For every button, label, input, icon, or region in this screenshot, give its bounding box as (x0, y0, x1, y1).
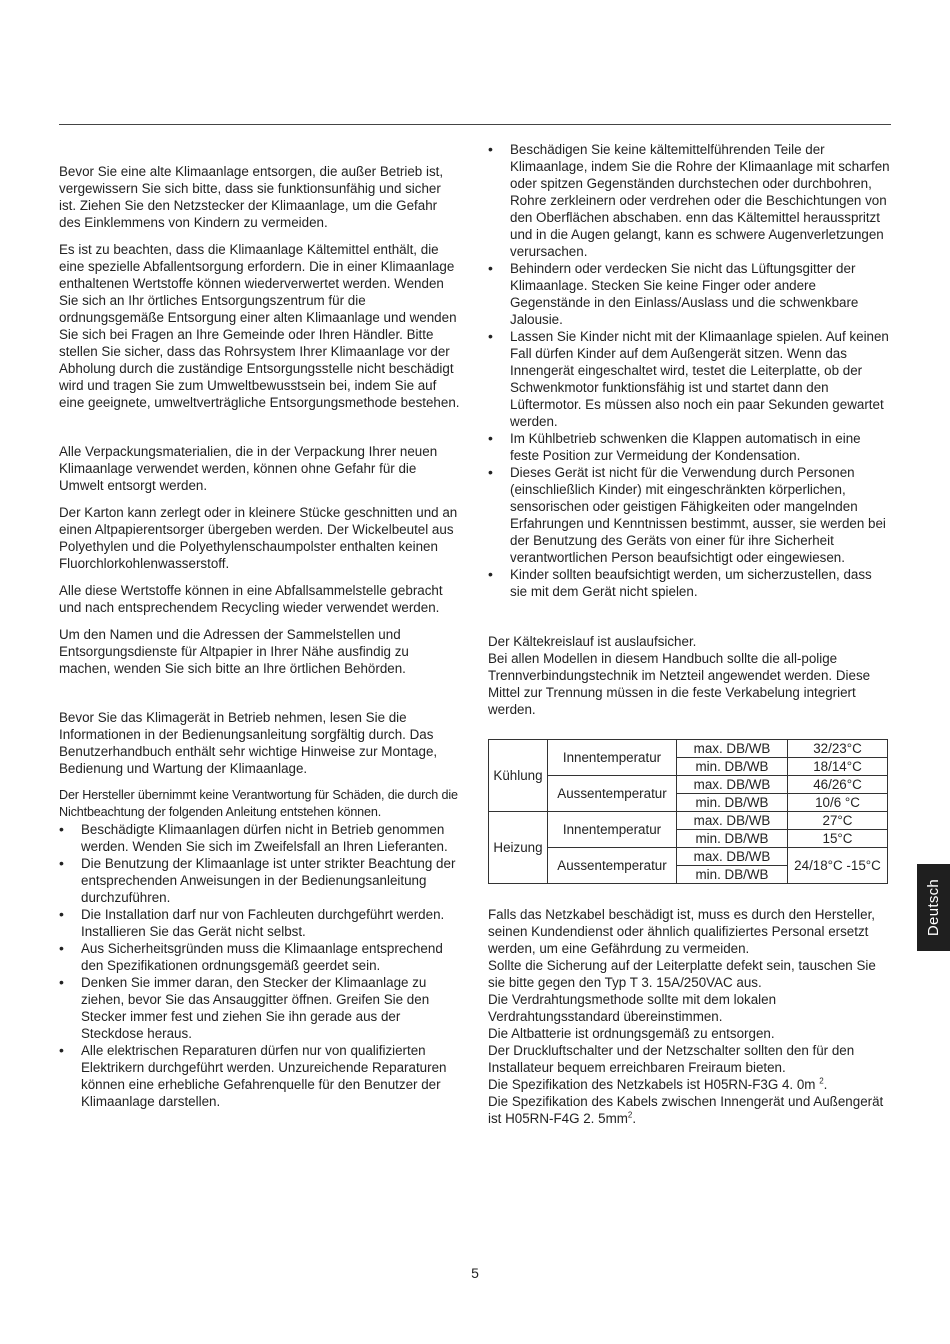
table-cell: 46/26°C (788, 776, 888, 794)
note-line: Falls das Netzkabel beschädigt ist, muss es durch den Hersteller, seinen Kundendienst oder ähnlich qualifiziertes Personal ersetzt werden, um eine Gefährdung zu vermeiden. (488, 907, 876, 956)
table-cell: max. DB/WB (677, 776, 788, 794)
list-item: • Denken Sie immer daran, den Stecker der Klimaanlage zu ziehen, bevor Sie das Ansauggitter öffnen. Greifen Sie den Stecker immer fest und ziehen Sie ihn gerade aus der Steckdose heraus. (59, 974, 461, 1042)
language-tab-label: Deutsch (925, 878, 943, 937)
note-line: Die Verdrahtungsmethode sollte mit dem lokalen Verdrahtungsstandard übereinstimmen. (488, 992, 777, 1024)
table-cell: 18/14°C (788, 758, 888, 776)
table-cell: Aussentemperatur (548, 776, 677, 812)
disposal-old-paragraph: Bevor Sie eine alte Klimaanlage entsorgen, die außer Betrieb ist, vergewissern Sie sich bitte, dass sie funktionsunfähig und sicher ist. Ziehen Sie den Netzstecker der Klimaanlage, um die Gefahr des Einklemmens von Kindern zu vermeiden. (59, 164, 444, 230)
note-line: Der Druckluftschalter und der Netzschalter sollten den für den Installateur bequem erreichbaren Freiraum bieten. (488, 1043, 855, 1075)
right-column (488, 141, 892, 1127)
left-column (59, 163, 461, 1110)
table-cell: Innentemperatur (548, 740, 677, 776)
safety-list-right (488, 141, 892, 600)
connecting-cable-spec: Die Spezifikation des Kabels zwischen Innengerät und Außengerät ist H05RN-F4G 2. $5mm^2$. (488, 1094, 884, 1126)
table-cell: 27°C (788, 812, 888, 830)
list-item: • Dieses Gerät ist nicht für die Verwendung durch Personen (einschließlich Kinder) mit eingeschränkten körperlichen, sensorischen oder geistigen Fähigkeiten oder mangelnden Erfahrungen und Kenntnissen bestimmt, ausser, sie werden bei der Benutzung des Geräts von einer für ihre Sicherheit verantwortlichen Person beaufsichtigt oder eingewiesen. (488, 464, 892, 566)
table-cell: max. DB/WB (677, 812, 788, 830)
table-cell: max. DB/WB (677, 740, 788, 758)
list-item: • Beschädigen Sie keine kältemittelführenden Teile der Klimaanlage, indem Sie die Rohre der Klimaanlage mit scharfen oder spitzen Gegenständen durchstechen oder durchbohren, Rohre zerkleinern oder verdrehen oder die Beschichtungen von den Oberflächen abschaben. enn das Kältemittel herausspritzt und in die Augen gelangt, kann es schwere Augenverletzungen verursachen. (488, 141, 892, 260)
table-cell: 24/18°C -15°C (788, 848, 888, 884)
liability-paragraph: Der Hersteller übernimmt keine Verantwortung für Schäden, die durch die Nichtbeachtung der folgenden Anleitung entstehen können. (59, 788, 458, 819)
safety-list-left (59, 821, 461, 1110)
list-item: • Die Installation darf nur von Fachleuten durchgeführt werden. Installieren Sie das Gerät nicht selbst. (59, 906, 461, 940)
packaging-paragraph: Alle Verpackungsmaterialien, die in der Verpackung Ihrer neuen Klimaanlage verwendet werden, können ohne Gefahr für die Umwelt entsorgt werden. (59, 444, 438, 493)
operating-temperature-table (488, 739, 888, 884)
circuit-line: Bei allen Modellen in diesem Handbuch sollte die all-polige Trennverbindungstechnik im Netzteil angewendet werden. Diese Mittel zur Trennung müssen in die feste Verkabelung integriert werden. (488, 651, 871, 717)
collection-paragraph: Um den Namen und die Adressen der Sammelstellen und Entsorgungsdienste für Altpapier in Ihrer Nähe ausfindig zu machen, wenden Sie sich bitte an Ihre örtlichen Behörden. (59, 627, 409, 676)
table-cell: min. DB/WB (677, 794, 788, 812)
recycling-paragraph: Alle diese Wertstoffe können in eine Abfallsammelstelle gebracht und nach entsprechendem Recycling wieder verwendet werden. (59, 583, 443, 615)
list-item: • Lassen Sie Kinder nicht mit der Klimaanlage spielen. Auf keinen Fall dürfen Kinder auf dem Außengerät sitzen. Wenn das Innengerät eingeschaltet wird, testet die Leiterplatte, ob der Schwenkmotor funktionsfähig ist und startet dann den Lüftermotor. Es müssen also noch ein paar Sekunden gewartet werden. (488, 328, 892, 430)
list-item: • Alle elektrischen Reparaturen dürfen nur von qualifizierten Elektrikern durchgeführt werden. Unzureichende Reparaturen können eine erhebliche Gefahrenquelle für den Benutzer der Klimaanlage darstellen. (59, 1042, 461, 1110)
table-cell: max. DB/WB (677, 848, 788, 866)
list-item: • Beschädigte Klimaanlagen dürfen nicht in Betrieb genommen werden. Wenden Sie sich im Zweifelsfall an Ihren Lieferanten. (59, 821, 461, 855)
power-cable-spec: Die Spezifikation des Netzkabels ist H05RN-F3G 4. 0m $^2$. (488, 1076, 828, 1092)
list-item: • Aus Sicherheitsgründen muss die Klimaanlage entsprechend den Spezifikationen ordnungsgemäß geerdet sein. (59, 940, 461, 974)
table-cell: 32/23°C (788, 740, 888, 758)
table-cell: Kühlung (489, 740, 548, 812)
before-use-paragraph: Bevor Sie das Klimagerät in Betrieb nehmen, lesen Sie die Informationen in der Bedienungsanleitung sorgfältig durch. Das Benutzerhandbuch enthält sehr wichtige Hinweise zur Montage, Bedienung und Wartung der Klimaanlage. (59, 710, 438, 776)
table-cell: 10/6 °C (788, 794, 888, 812)
language-tab (917, 864, 950, 951)
list-item: • Kinder sollten beaufsichtigt werden, um sicherzustellen, dass sie mit dem Gerät nicht spielen. (488, 566, 892, 600)
table-cell: min. DB/WB (677, 866, 788, 884)
circuit-line: Der Kältekreislauf ist auslaufsicher. (488, 634, 697, 649)
list-item: • Behindern oder verdecken Sie nicht das Lüftungsgitter der Klimaanlage. Stecken Sie keine Finger oder andere Gegenstände in den Einlass/Auslass und die schwenkbare Jalousie. (488, 260, 892, 328)
note-line: Sollte die Sicherung auf der Leiterplatte defekt sein, tauschen Sie sie bitte gegen den Typ T 3. 15A/250VAC aus. (488, 958, 876, 990)
table-cell: 15°C (788, 830, 888, 848)
table-cell: Aussentemperatur (548, 848, 677, 884)
refrigerant-paragraph: Es ist zu beachten, dass die Klimaanlage Kältemittel enthält, die eine spezielle Abfallentsorgung erfordern. Die in einer Klimaanlage enthaltenen Wertstoffe können wiederverwertet werden. Wenden Sie sich an Ihr örtliches Entsorgungszentrum für die ordnungsgemäße Entsorgung einer alten Klimaanlage und wenden Sie sich bei Fragen an Ihre Gemeinde oder Ihren Händler. Bitte stellen Sie sicher, dass das Rohrsystem Ihrer Klimaanlage vor der Abholung durch die zuständige Entsorgungsstelle nicht beschädigt wird und tragen Sie zum Umweltbewusstsein bei, indem Sie auf eine geeignete, umweltverträgliche Entsorgungsmethode bestehen. (59, 242, 460, 410)
note-line: Die Altbatterie ist ordnungsgemäß zu entsorgen. (488, 1026, 775, 1041)
table-cell: min. DB/WB (677, 758, 788, 776)
list-item: • Die Benutzung der Klimaanlage ist unter strikter Beachtung der entsprechenden Anweisungen in der Bedienungsanleitung durchzuführen. (59, 855, 461, 906)
page-number: 5 (471, 1265, 479, 1281)
table-cell: min. DB/WB (677, 830, 788, 848)
list-item: • Im Kühlbetrieb schwenken die Klappen automatisch in eine feste Position zur Vermeidung der Kondensation. (488, 430, 892, 464)
header-rule (59, 124, 891, 125)
carton-paragraph: Der Karton kann zerlegt oder in kleinere Stücke geschnitten und an einen Altpapierentsorger übergeben werden. Der Wickelbeutel aus Polyethylen und die Polyethylenschaumpolster enthalten keinen Fluorchlorkohlenwasserstoff. (59, 505, 458, 571)
table-cell: Innentemperatur (548, 812, 677, 848)
table-cell: Heizung (489, 812, 548, 884)
